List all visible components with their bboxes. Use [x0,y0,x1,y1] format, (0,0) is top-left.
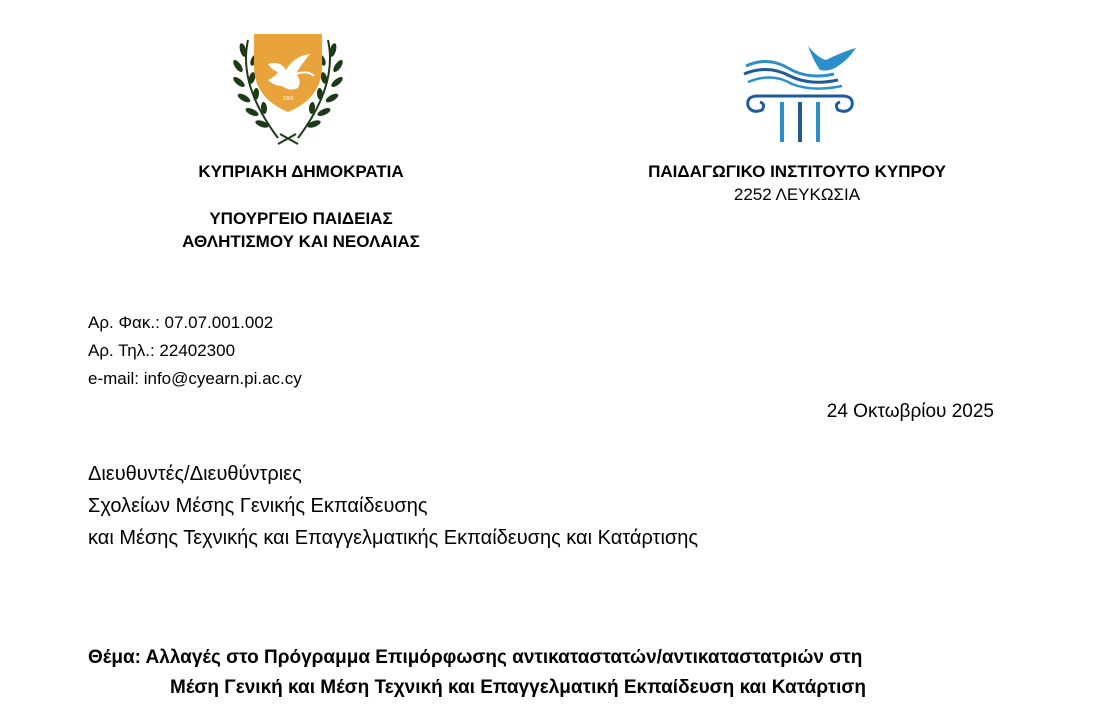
email-address: e-mail: info@cyearn.pi.ac.cy [88,369,302,388]
ministry-line-2: ΑΘΛΗΤΙΣΜΟΥ ΚΑΙ ΝΕΟΛΑΙΑΣ [182,232,420,251]
file-number: Αρ. Φακ.: 07.07.001.002 [88,313,274,332]
document-date: 24 Οκτωβρίου 2025 [826,401,994,422]
emblem-year-text: 1960 [282,96,294,102]
ministry-line-1: ΥΠΟΥΡΓΕΙΟ ΠΑΙΔΕΙΑΣ [209,209,393,228]
recipient-line: και Μέσης Τεχνικής και Επαγγελματικής Εκπαίδευσης και Κατάρτισης [88,527,698,549]
subject-line-1: Θέμα: Αλλαγές στο Πρόγραμμα Επιμόρφωσης αντικαταστατών/αντικαταστατριών στη [88,647,863,668]
recipient-line: Διευθυντές/Διευθύντριες [88,463,302,485]
phone-number: Αρ. Τηλ.: 22402300 [88,341,236,360]
cyprus-emblem-icon [228,30,348,146]
country-name: ΚΥΠΡΙΑΚΗ ΔΗΜΟΚΡΑΤΙΑ [198,162,404,181]
institute-address: 2252 ΛΕΥΚΩΣΙΑ [733,185,861,204]
reference-block [88,309,302,393]
institute-name: ΠΑΙΔΑΓΩΓΙΚΟ ΙΝΣΤΙΤΟΥΤΟ ΚΥΠΡΟΥ [648,162,946,181]
subject-line-2: Μέση Γενική και Μέση Τεχνική και Επαγγελματική Εκπαίδευση και Κατάρτιση [170,677,866,698]
recipients-block [88,458,698,554]
pedagogical-institute-logo-icon [738,38,864,148]
recipient-line: Σχολείων Μέσης Γενικής Εκπαίδευσης [88,495,428,517]
